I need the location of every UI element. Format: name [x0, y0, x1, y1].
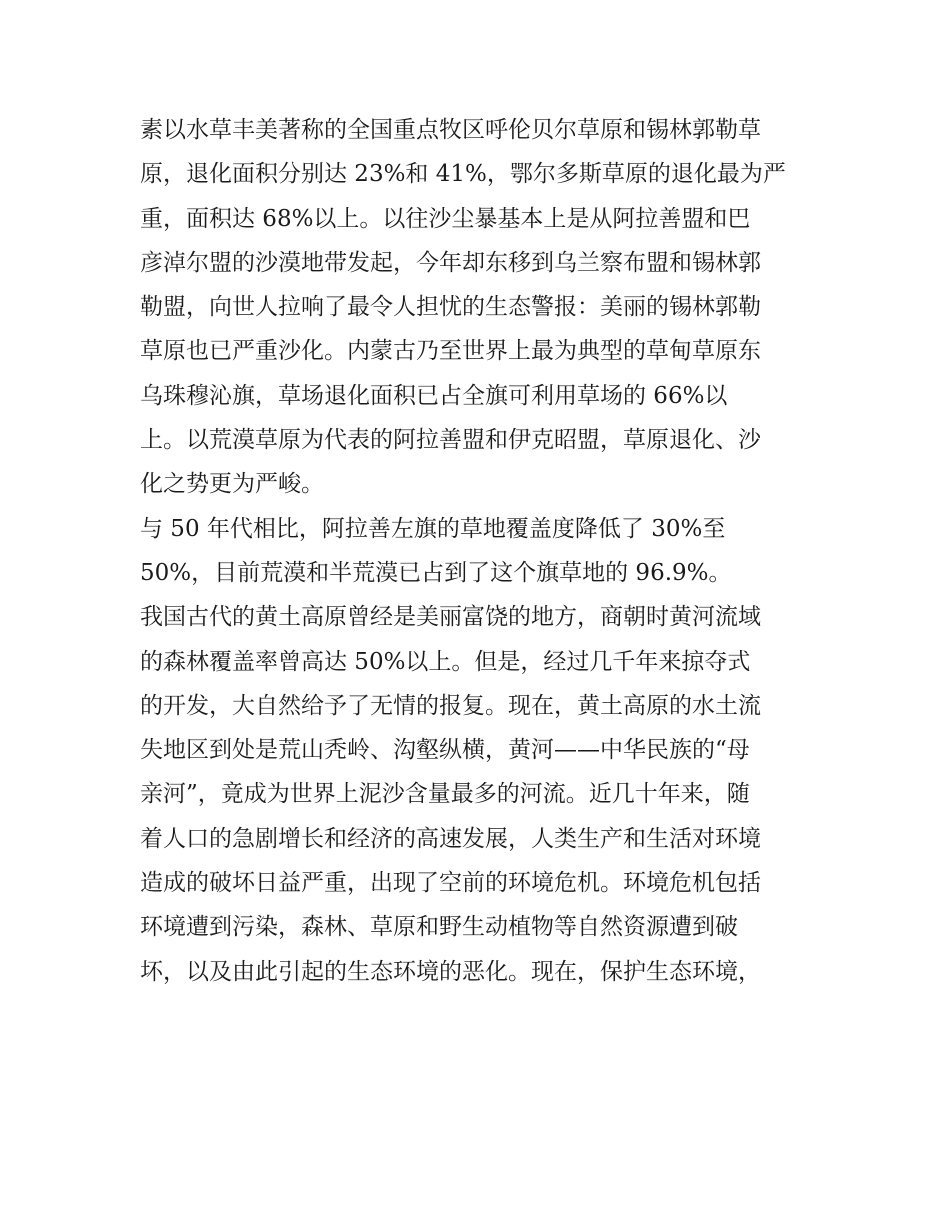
text-line: 50%，目前荒漠和半荒漠已占到了这个旗草地的 96.9%。: [140, 559, 732, 586]
body-text: [140, 108, 830, 994]
text-line: 亲河”，竟成为世界上泥沙含量最多的河流。近几十年来，随: [140, 781, 750, 808]
text-line: 乌珠穆沁旗，草场退化面积已占全旗可利用草场的 66%以: [140, 382, 728, 409]
text-line: 素以水草丰美著称的全国重点牧区呼伦贝尔草原和锡林郭勒草: [140, 117, 761, 143]
text-line: 草原也已严重沙化。内蒙古乃至世界上最为典型的草甸草原东: [140, 338, 761, 365]
text-line: 的开发，大自然给予了无情的报复。现在，黄土高原的水土流: [140, 692, 761, 719]
text-line: 重，面积达 68%以上。以往沙尘暴基本上是从阿拉善盟和巴: [140, 205, 751, 232]
text-line: 失地区到处是荒山秃岭、沟壑纵横，黄河——中华民族的“母: [140, 737, 750, 764]
text-line: 勒盟，向世人拉响了最令人担忧的生态警报：美丽的锡林郭勒: [140, 294, 761, 321]
text-line: 化之势更为严峻。: [140, 471, 324, 498]
text-line: 上。以荒漠草原为代表的阿拉善盟和伊克昭盟，草原退化、沙: [140, 427, 761, 454]
text-line: 我国古代的黄土高原曾经是美丽富饶的地方，商朝时黄河流域: [140, 604, 761, 631]
text-line: 彦淖尔盟的沙漠地带发起，今年却东移到乌兰察布盟和锡林郭: [140, 249, 761, 276]
text-line: 原，退化面积分别达 23%和 41%，鄂尔多斯草原的退化最为严: [140, 161, 786, 188]
text-line: 坏，以及由此引起的生态环境的恶化。现在，保护生态环境，: [140, 958, 761, 985]
text-line: 与 50 年代相比，阿拉善左旗的草地覆盖度降低了 30%至: [140, 515, 726, 542]
text-line: 着人口的急剧增长和经济的高速发展，人类生产和生活对环境: [140, 825, 761, 852]
text-line: 环境遭到污染，森林、草原和野生动植物等自然资源遭到破: [140, 914, 738, 941]
text-line: 造成的破坏日益严重，出现了空前的环境危机。环境危机包括: [140, 870, 761, 897]
text-line: 的森林覆盖率曾高达 50%以上。但是，经过几千年来掠夺式: [140, 648, 751, 675]
